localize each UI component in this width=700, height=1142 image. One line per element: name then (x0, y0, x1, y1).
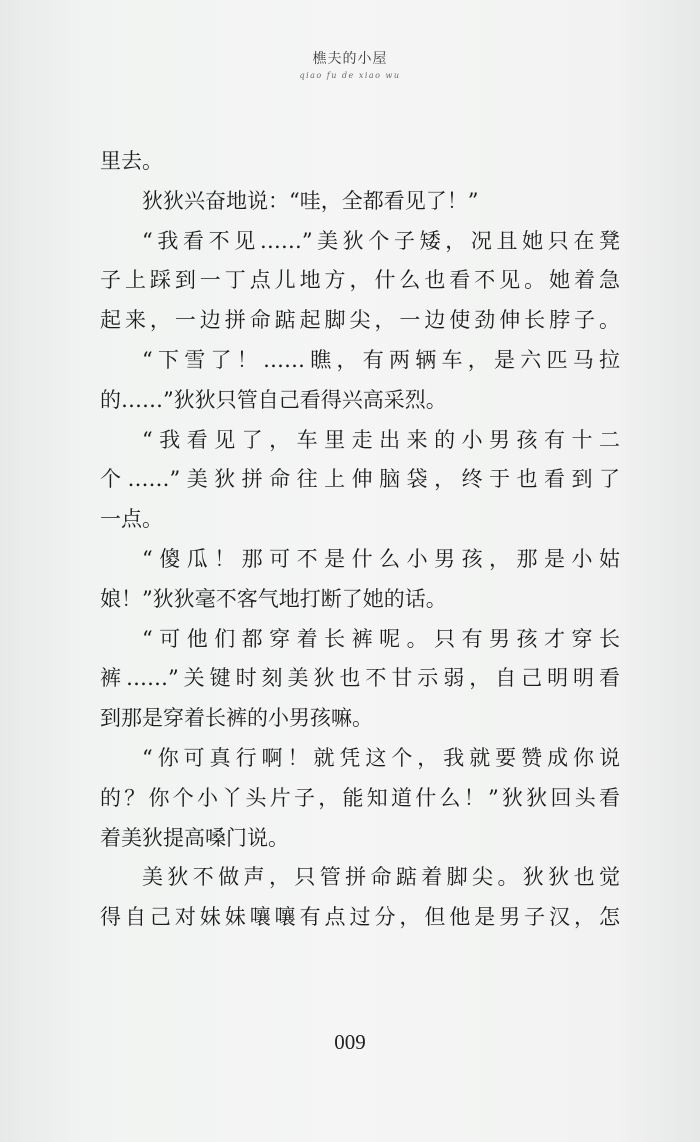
text-line: 个……”美狄拼命往上伸脑袋，终于也看到了 (100, 467, 620, 492)
text-line: “我看见了，车里走出来的小男孩有十二 (142, 427, 620, 452)
text-line: “傻瓜！那可不是什么小男孩，那是小姑 (142, 546, 620, 571)
text-line: 裤……”关键时刻美狄也不甘示弱，自己明明看 (100, 666, 620, 691)
text-line: 的……”狄狄只管自己看得兴高采烈。 (100, 387, 447, 412)
text-line: “我看不见……”美狄个子矮，况且她只在凳 (142, 228, 620, 253)
running-title: 樵夫的小屋 (312, 51, 388, 67)
text-line: 美狄不做声，只管拼命踮着脚尖。狄狄也觉 (142, 865, 620, 890)
text-line: 里去。 (100, 149, 163, 173)
text-line: 狄狄兴奋地说：“哇，全都看见了！” (142, 188, 479, 213)
running-subtitle-pinyin: qiao fu de xiao wu (299, 71, 401, 80)
text-line: “可他们都穿着长裤呢。只有男孩才穿长 (142, 626, 620, 651)
text-line: 得自己对妹妹嚷嚷有点过分，但他是男子汉，怎 (100, 905, 620, 930)
text-line: 的？你个小丫头片子，能知道什么！”狄狄回头看 (100, 785, 620, 810)
text-line: “你可真行啊！就凭这个，我就要赞成你说 (142, 745, 620, 770)
page-number: 009 (334, 1030, 366, 1054)
text-line: 着美狄提高嗓门说。 (100, 825, 289, 850)
text-line: 娘！”狄狄毫不客气地打断了她的话。 (100, 586, 447, 611)
text-line: “下雪了！……瞧，有两辆车，是六匹马拉 (142, 347, 620, 372)
text-line: 到那是穿着长裤的小男孩嘛。 (100, 706, 373, 731)
text-line: 起来，一边拼命踮起脚尖，一边使劲伸长脖子。 (100, 308, 620, 333)
body-text (100, 142, 620, 938)
text-line: 一点。 (100, 507, 163, 532)
text-line: 子上踩到一丁点儿地方，什么也看不见。她着急 (100, 268, 620, 293)
